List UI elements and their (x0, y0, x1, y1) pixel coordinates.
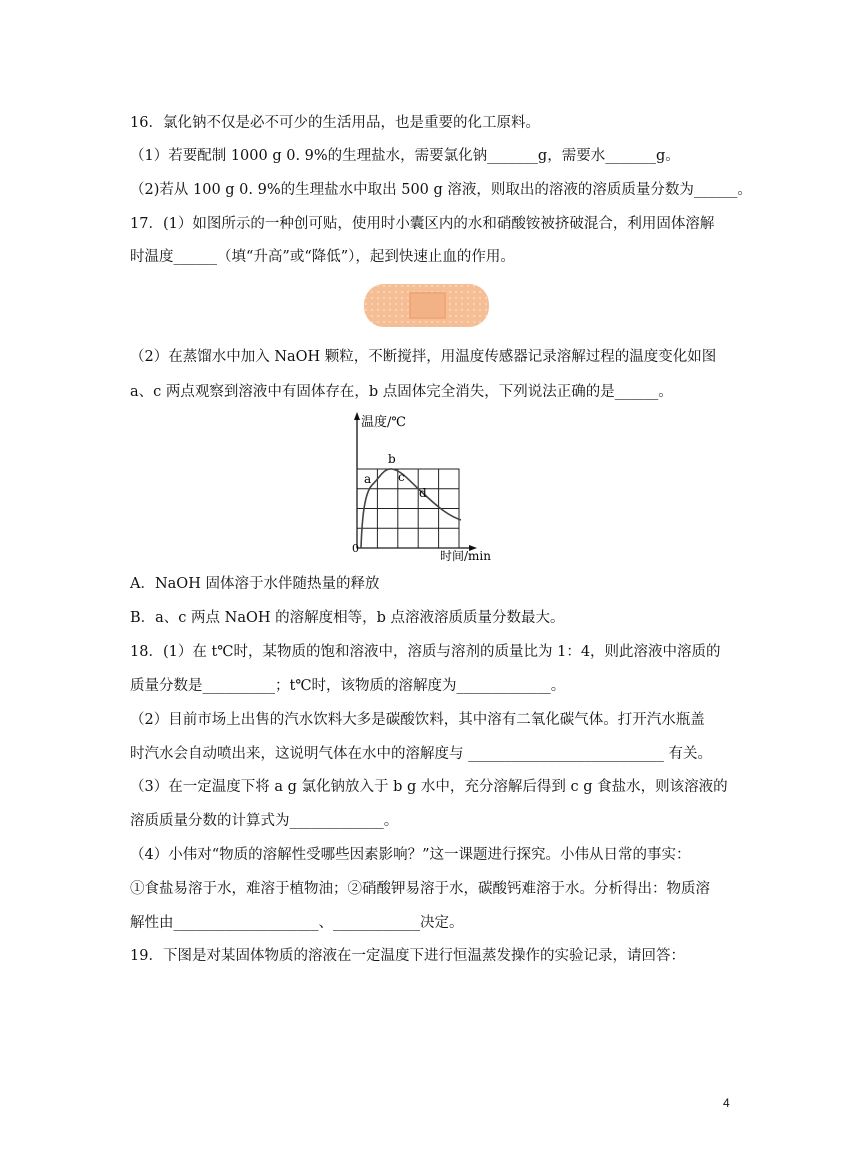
q18-part2-line2: 时汽水会自动喷出来，这说明气体在水中的溶解度与 ___________________________ 有关。 (130, 746, 712, 762)
point-label-d: d (419, 486, 427, 500)
q17-part2-line2: a、c 两点观察到溶液中有固体存在，b 点固体完全消失，下列说法正确的是______。 (130, 384, 673, 400)
q17-part2-line1: （2）在蒸馏水中加入 NaOH 颗粒，不断搅拌，用温度传感器记录溶解过程的温度变化如图 (130, 349, 717, 365)
point-label-a: a (364, 472, 372, 486)
q17-option-a: A．NaOH 固体溶于水伴随热量的释放 (130, 576, 380, 592)
q17-option-b: B．a、c 两点 NaOH 的溶解度相等，b 点溶液溶质质量分数最大。 (130, 610, 565, 626)
q18-part3-line2: 溶质质量分数的计算式为_____________。 (130, 813, 399, 829)
y-axis-label: 温度/℃ (361, 415, 406, 430)
q16-part1: （1）若要配制 1000 g 0. 9%的生理盐水，需要氯化钠_______g，需要水_______g。 (130, 148, 680, 164)
q18-part3-line1: （3）在一定温度下将 a g 氯化钠放入于 b g 水中，充分溶解后得到 c g 食盐水，则该溶液的 (130, 779, 728, 795)
point-label-b: b (388, 452, 396, 466)
grid (357, 469, 459, 548)
q18-part2-line1: （2）目前市场上出售的汽水饮料大多是碳酸饮料，其中溶有二氧化碳气体。打开汽水瓶盖 (130, 712, 705, 728)
q19-stem: 19．下图是对某固体物质的溶液在一定温度下进行恒温蒸发操作的实验记录，请回答： (130, 948, 685, 964)
page-number: 4 (723, 1096, 730, 1110)
point-label-c: c (398, 470, 405, 484)
temperature-time-graph (343, 410, 518, 562)
q18-part1-line1: 18．(1）在 t℃时，某物质的饱和溶液中，溶质与溶剂的质量比为 1：4，则此溶液中溶质的 (130, 644, 721, 660)
q16-part2: （2)若从 100 g 0. 9%的生理盐水中取出 500 g 溶液，则取出的溶液的溶质质量分数为______。 (130, 182, 752, 198)
adhesive-bandage-icon (363, 283, 490, 328)
q18-part4-line2: ①食盐易溶于水，难溶于植物油；②硝酸钾易溶于水，碳酸钙难溶于水。分析得出：物质溶 (130, 881, 710, 897)
x-axis-label: 时间/min (440, 549, 491, 562)
y-axis-arrow (354, 412, 360, 420)
origin-label: 0 (352, 542, 359, 555)
q18-part4-line1: （4）小伟对“物质的溶解性受哪些因素影响？”这一课题进行探究。小伟从日常的事实： (130, 847, 691, 863)
q17-part1-line1: 17．(1）如图所示的一种创可贴，使用时小囊区内的水和硝酸铵被挤破混合，利用固体溶解 (130, 216, 715, 232)
q17-part1-line2: 时温度______（填“升高”或“降低”），起到快速止血的作用。 (130, 249, 515, 265)
q18-part1-line2: 质量分数是__________；t℃时，该物质的溶解度为_____________。 (130, 678, 566, 694)
q18-part4-line3: 解性由____________________、____________决定。 (130, 915, 464, 931)
q16-stem: 16．氯化钠不仅是必不可少的生活用品，也是重要的化工原料。 (130, 115, 540, 131)
